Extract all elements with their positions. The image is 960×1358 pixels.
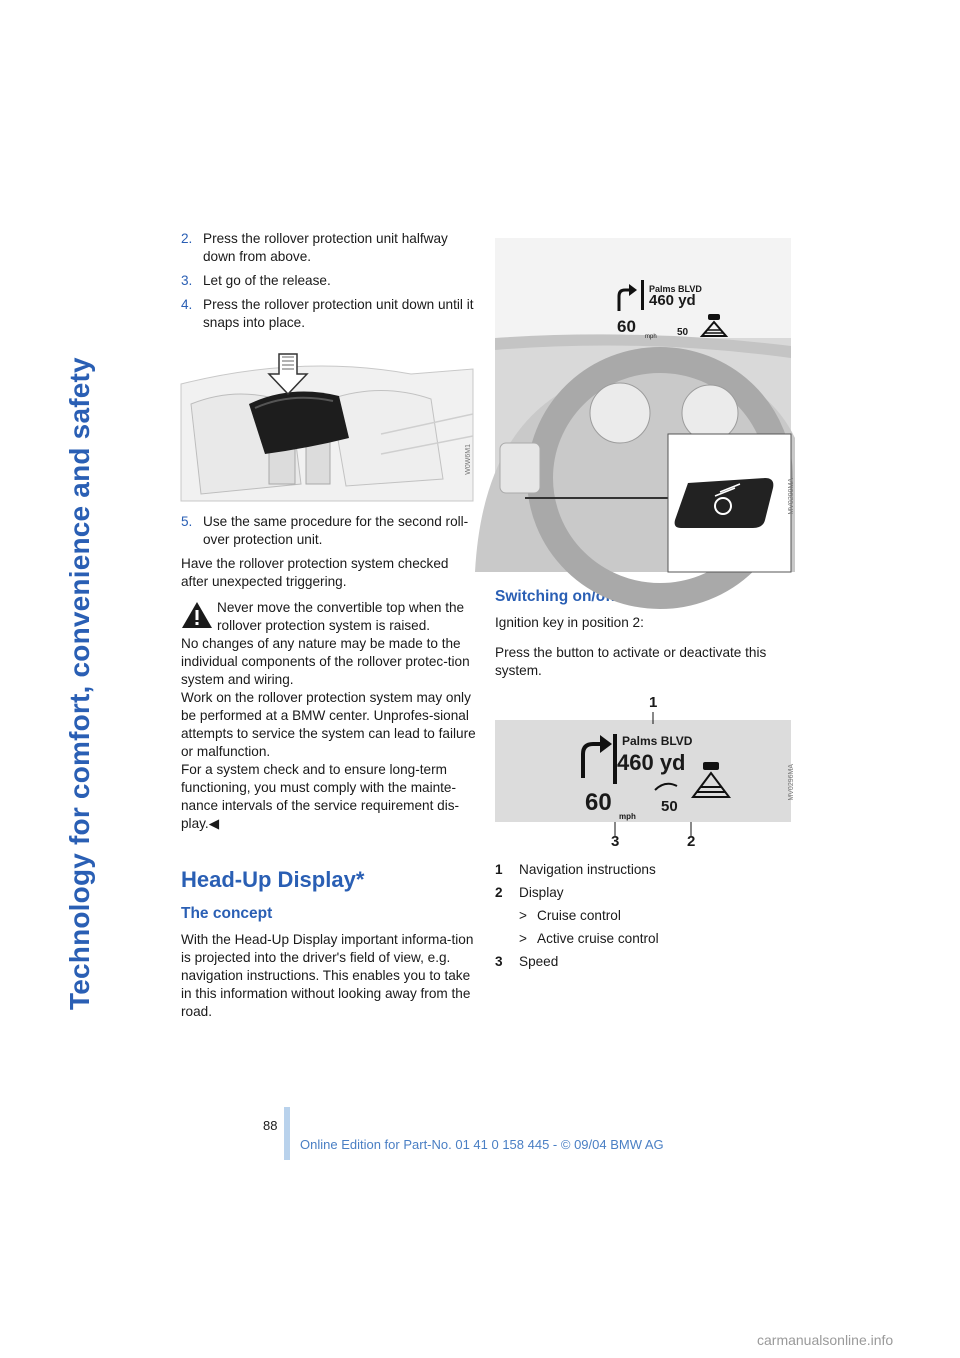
legend-text: Navigation instructions (519, 862, 656, 877)
legend-subitem (519, 907, 795, 925)
hud-street: Palms BLVD (649, 284, 702, 294)
legend-number: 2 (495, 885, 503, 900)
hud-unit: mph (619, 812, 636, 821)
hud-limit: 50 (677, 327, 689, 338)
turn-arrow-icon (613, 282, 641, 312)
footer-text: Online Edition for Part-No. 01 41 0 158 445 - © 09/04 BMW AG (300, 1137, 664, 1152)
callout-1: 1 (649, 694, 658, 711)
hud-display-diagram (495, 694, 795, 850)
side-chapter-title: Technology for comfort, convenience and safety (64, 357, 95, 1010)
warning-text: For a system check and to ensure long-term functioning, you must comply with the mainte-nance intervals of the service requirement dis-play.◀ (181, 762, 460, 831)
step-text: Press the rollover protection unit halfway down from above. (203, 231, 448, 264)
paragraph: Have the rollover protection system checked after unexpected triggering. (181, 556, 449, 589)
step-text: Press the rollover protection unit down until it snaps into place. (203, 297, 474, 330)
figure-code: MV0296MA (788, 764, 795, 801)
page-number: 88 (263, 1118, 278, 1133)
legend-text: Display (519, 885, 564, 900)
legend-item (495, 884, 795, 902)
warning-text: No changes of any nature may be made to the individual components of the rollover protec-tion system and wiring. (181, 636, 470, 687)
legend-subtext: Active cruise control (537, 931, 659, 946)
subsection-heading: The concept (181, 905, 273, 922)
figure-code: MV0299MA (788, 478, 795, 515)
step-5 (181, 513, 476, 549)
legend-number: 1 (495, 862, 503, 877)
figure-code: W0W6M1 (465, 444, 472, 475)
step-text: Use the same procedure for the second roll-over protection unit. (203, 514, 469, 547)
warning-block (181, 599, 476, 635)
footer-bar (284, 1107, 290, 1160)
step-2 (181, 230, 476, 266)
hud-overlay (613, 278, 733, 340)
paragraph: Press the button to activate or deactivate this system. (495, 645, 767, 678)
hud-speed: 60 (617, 317, 636, 336)
step-number: 2. (181, 231, 193, 246)
callout-3: 3 (611, 833, 620, 850)
legend-subitem (519, 930, 795, 948)
legend-text: Speed (519, 954, 559, 969)
head-up-display-illustration (495, 238, 795, 572)
legend-number: 3 (495, 954, 503, 969)
legend-subtext: Cruise control (537, 908, 621, 923)
paragraph: Ignition key in position 2: (495, 615, 644, 630)
hud-limit: 50 (661, 798, 678, 815)
warning-first: Never move the convertible top when the rollover protection system is raised. (217, 600, 465, 633)
warning-text: Work on the rollover protection system may only be performed at a BMW center. Unprofes-sional attempts to service the system can lead to failure or malfunction. (181, 690, 476, 759)
section-heading: Head-Up Display* (181, 867, 365, 892)
legend-item (495, 953, 795, 971)
subsection-heading: Switching on/off (495, 588, 616, 605)
hud-street: Palms BLVD (622, 734, 693, 748)
rollover-bar-illustration (181, 344, 473, 501)
step-text: Let go of the release. (203, 273, 331, 288)
hud-unit: mph (645, 334, 657, 340)
step-number: 4. (181, 297, 193, 312)
bullet-arrow: > (519, 908, 527, 923)
warning-icon (181, 601, 213, 629)
step-4 (181, 296, 476, 332)
hud-distance: 460 yd (649, 292, 696, 309)
step-number: 5. (181, 514, 193, 529)
step-3 (181, 272, 476, 290)
right-column (495, 238, 795, 976)
watermark: carmanualsonline.info (757, 1332, 894, 1348)
cruise-control-icon (699, 312, 729, 338)
legend (495, 861, 795, 971)
bullet-arrow: > (519, 931, 527, 946)
left-column (181, 230, 476, 1027)
legend-item (495, 861, 795, 879)
hud-speed: 60 (585, 789, 612, 816)
step-number: 3. (181, 273, 193, 288)
hud-distance: 460 yd (617, 750, 686, 775)
paragraph: With the Head-Up Display important informa-tion is projected into the driver's field of view, e.g. navigation instructions. This enables you to take in this information without looking away from the road. (181, 932, 474, 1019)
callout-2: 2 (687, 833, 696, 850)
